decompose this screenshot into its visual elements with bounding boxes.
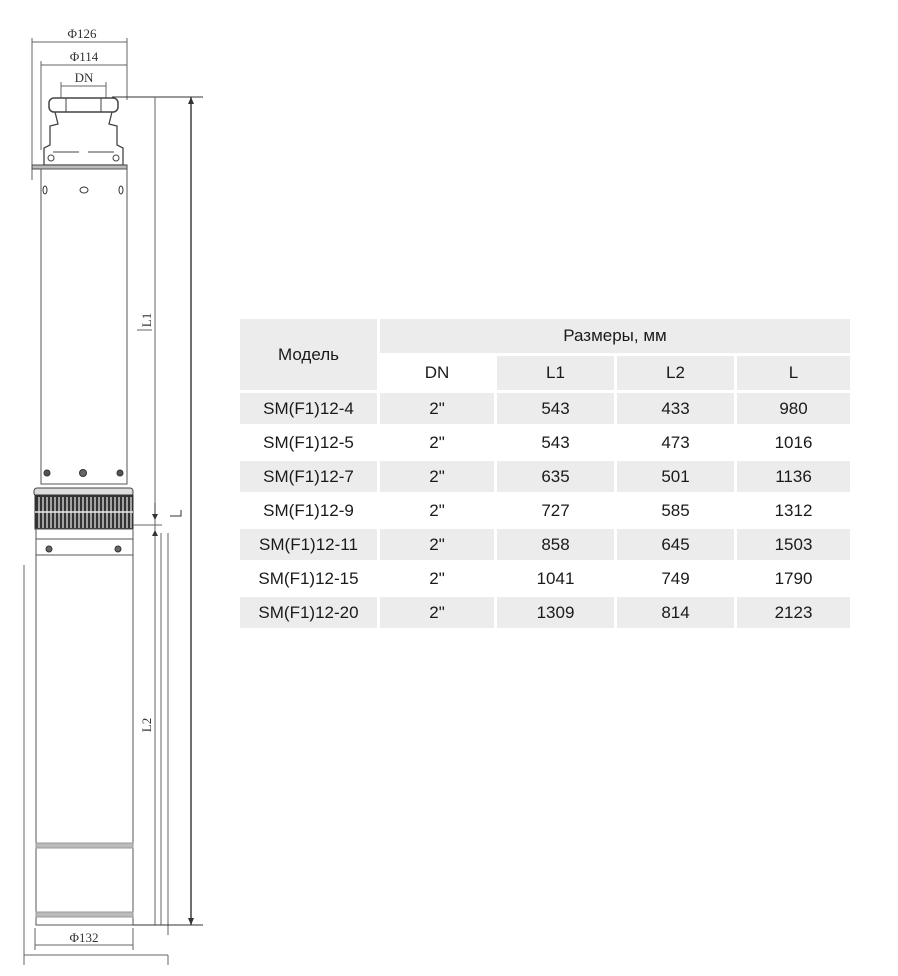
cell-l2: 433	[617, 393, 734, 424]
cell-dn: 2"	[380, 597, 494, 628]
cell-dn: 2"	[380, 529, 494, 560]
cell-l1: 543	[497, 427, 614, 458]
cell-l: 1503	[737, 529, 850, 560]
cell-l1: 543	[497, 393, 614, 424]
cell-model: SM(F1)12-11	[240, 529, 377, 560]
cell-l2: 749	[617, 563, 734, 594]
dim-outer-diameter: Φ126	[67, 26, 97, 41]
cell-dn: 2"	[380, 495, 494, 526]
cell-l: 980	[737, 393, 850, 424]
header-l: L	[737, 356, 850, 390]
dim-l2: L2	[139, 717, 154, 733]
cell-l2: 473	[617, 427, 734, 458]
dim-l1: L1	[139, 312, 154, 328]
header-dimensions: Размеры, мм	[380, 319, 850, 353]
cell-l1: 858	[497, 529, 614, 560]
cell-dn: 2"	[380, 563, 494, 594]
cell-l1: 1041	[497, 563, 614, 594]
header-dn: DN	[380, 356, 494, 390]
cell-model: SM(F1)12-20	[240, 597, 377, 628]
cell-model: SM(F1)12-5	[240, 427, 377, 458]
cell-l1: 727	[497, 495, 614, 526]
cell-model: SM(F1)12-4	[240, 393, 377, 424]
cell-l2: 645	[617, 529, 734, 560]
cell-dn: 2"	[380, 427, 494, 458]
header-l2: L2	[617, 356, 734, 390]
cell-dn: 2"	[380, 461, 494, 492]
pump-drawing	[0, 0, 230, 976]
cell-l1: 1309	[497, 597, 614, 628]
table-row	[240, 597, 850, 628]
cell-l2: 501	[617, 461, 734, 492]
dim-bottom-diameter: Φ132	[69, 930, 99, 945]
cell-l: 1016	[737, 427, 850, 458]
cell-dn: 2"	[380, 393, 494, 424]
header-l1: L1	[497, 356, 614, 390]
table-row	[240, 563, 850, 594]
cell-l: 1790	[737, 563, 850, 594]
cell-model: SM(F1)12-9	[240, 495, 377, 526]
table-row	[240, 427, 850, 458]
cell-l: 1136	[737, 461, 850, 492]
cell-l1: 635	[497, 461, 614, 492]
cell-l: 2123	[737, 597, 850, 628]
table-row	[240, 529, 850, 560]
cell-model: SM(F1)12-15	[240, 563, 377, 594]
dimensions-table	[237, 316, 853, 631]
table-row	[240, 393, 850, 424]
header-model: Модель	[240, 319, 377, 390]
cell-l2: 814	[617, 597, 734, 628]
dim-dn: DN	[74, 70, 94, 85]
dim-inner-diameter: Φ114	[69, 49, 99, 64]
cell-l: 1312	[737, 495, 850, 526]
cell-l2: 585	[617, 495, 734, 526]
table-row	[240, 461, 850, 492]
table-row	[240, 495, 850, 526]
cell-model: SM(F1)12-7	[240, 461, 377, 492]
